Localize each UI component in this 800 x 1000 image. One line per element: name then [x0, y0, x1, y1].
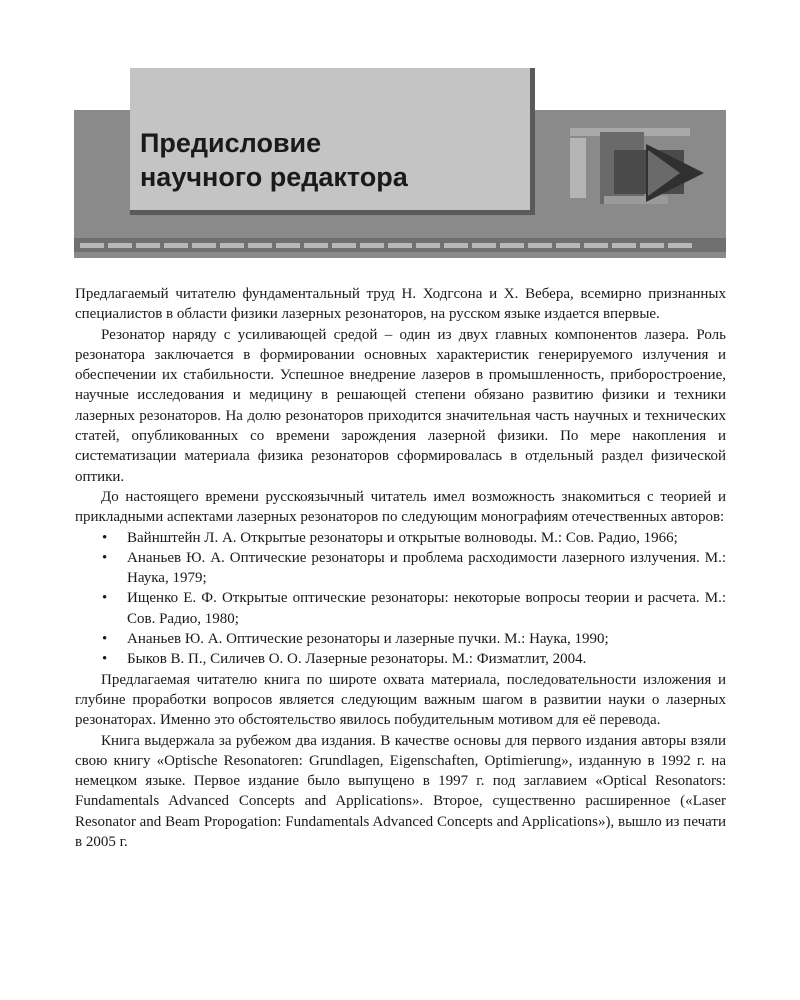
paragraph: Резонатор наряду с усиливающей средой – один из двух главных компонентов лазера. Роль резонатора заключается в формировании основных характеристик генерируемого излучения и обеспечении их стабильности. Успешное внедрение лазеров в промышленность, приборостроение, научные исследования и медицину в решающей степени обязано развитию физики и техники лазерных резонаторов. На долю резонаторов приходится значительная часть научных и технических статей, опубликованных со времени зарождения лазерной физики. По мере накопления и систематизации материала физика резонаторов сформировалась в отдельный раздел физической оптики. — [75, 326, 726, 485]
body-text — [75, 284, 726, 852]
list-item — [75, 629, 726, 649]
list-item — [75, 548, 726, 589]
bullet: • — [102, 529, 108, 546]
bullet: • — [102, 631, 108, 648]
banner-dash-strip — [74, 238, 726, 252]
title-line-1: Предисловие — [140, 128, 322, 158]
bullet: • — [102, 549, 108, 566]
list-item — [75, 588, 726, 629]
page-title — [140, 126, 408, 194]
title-line-2: научного редактора — [140, 162, 408, 192]
paragraph: Предлагаемая читателю книга по широте охвата материала, последовательности изложения и глубине проработки вопросов является следующим важным шагом в развитии науки о лазерных резонаторах. Именно это обстоятельство явилось побудительным мотивом для её перевода. — [75, 671, 726, 729]
reference-text: Вайнштейн Л. А. Открытые резонаторы и открытые волноводы. М.: Сов. Радио, 1966; — [127, 529, 678, 546]
bullet: • — [102, 651, 108, 668]
paragraph: До настоящего времени русскоязычный читатель имел возможность знакомиться с теорией и прикладными аспектами лазерных резонаторов по следующим монографиям отечественных авторов: — [75, 488, 726, 526]
deco-arrow-shape — [640, 138, 710, 208]
reference-list — [75, 528, 726, 670]
paragraph: Книга выдержала за рубежом два издания. В качестве основы для первого издания авторы взяли свою книгу «Optische Resonatoren: Grundlagen, Eigenschaften, Optimierung», изданную в 1992 г. на немецком языке. Первое издание было выпущено в 1997 г. под заглавием «Optical Resonators: Fundamentals Advanced Concepts and Applications». Второе, существенно расширенное («Laser Resonator and Beam Propogation: Fundamentals Advanced Concepts and Applications»), вышло из печати в 2005 г. — [75, 732, 726, 851]
reference-text: Ананьев Ю. А. Оптические резонаторы и проблема расходимости лазерного излучения. М.: Наука, 1979; — [127, 549, 726, 587]
deco-block-light-2 — [570, 138, 586, 198]
reference-text: Ананьев Ю. А. Оптические резонаторы и лазерные пучки. М.: Наука, 1990; — [127, 631, 609, 648]
paragraph: Предлагаемый читателю фундаментальный труд Н. Ходгсона и Х. Вебера, всемирно признанных специалистов в области физики лазерных резонаторов, на русском языке издается впервые. — [75, 286, 726, 323]
reference-text: Быков В. П., Силичев О. О. Лазерные резонаторы. М.: Физматлит, 2004. — [127, 651, 587, 668]
bullet: • — [102, 590, 108, 607]
reference-text: Ищенко Е. Ф. Открытые оптические резонаторы: некоторые вопросы теории и расчета. М.: Сов. Радио, 1980; — [127, 590, 726, 627]
list-item — [75, 528, 726, 548]
list-item — [75, 649, 726, 669]
